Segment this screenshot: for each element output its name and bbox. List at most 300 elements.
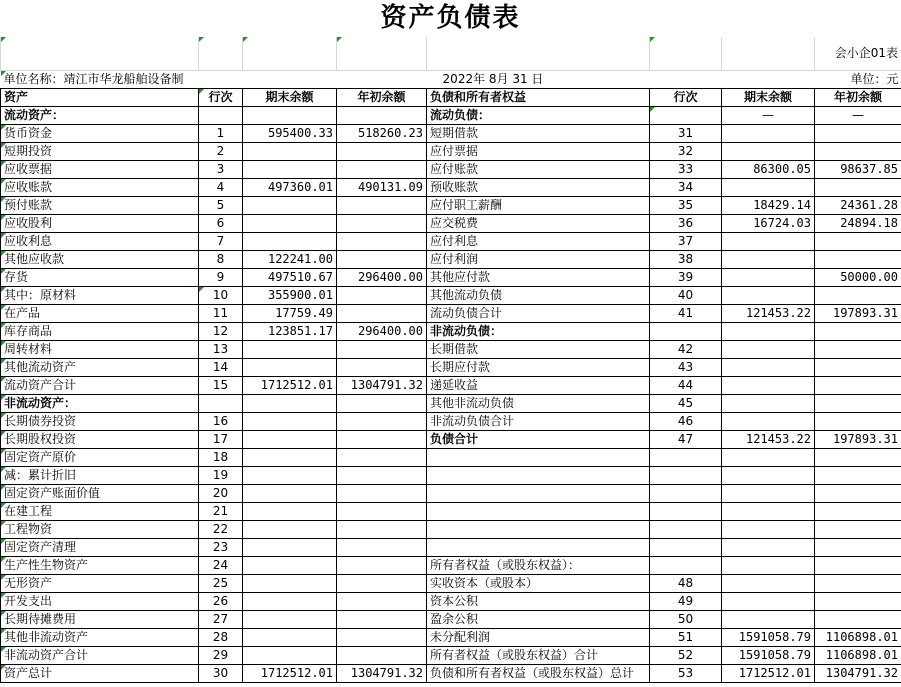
cell[interactable]: [199, 71, 243, 89]
asset-label[interactable]: 在建工程: [1, 503, 199, 521]
liability-line-no[interactable]: 42: [650, 341, 722, 359]
header-end-balance[interactable]: 期末余额: [243, 89, 337, 107]
table-row: [1, 251, 901, 269]
asset-end-balance[interactable]: [243, 485, 337, 503]
asset-label[interactable]: 预付账款: [1, 197, 199, 215]
liability-line-no[interactable]: [650, 521, 722, 539]
table-row: [1, 215, 901, 233]
asset-end-balance[interactable]: [243, 215, 337, 233]
table-row: [1, 665, 901, 683]
liability-begin-balance[interactable]: [815, 503, 901, 521]
asset-label[interactable]: 应收股利: [1, 215, 199, 233]
asset-label[interactable]: 其他流动资产: [1, 359, 199, 377]
liability-line-no[interactable]: 32: [650, 143, 722, 161]
form-code[interactable]: 会小企01表: [815, 37, 901, 71]
asset-begin-balance[interactable]: 296400.00: [337, 323, 427, 341]
liability-begin-balance[interactable]: [815, 377, 901, 395]
table-row: [1, 233, 901, 251]
liability-line-no[interactable]: 36: [650, 215, 722, 233]
liability-end-balance[interactable]: [722, 503, 815, 521]
liability-end-balance[interactable]: [722, 575, 815, 593]
liability-begin-balance[interactable]: 24894.18: [815, 215, 901, 233]
asset-begin-balance[interactable]: [337, 161, 427, 179]
asset-begin-balance[interactable]: [337, 557, 427, 575]
liability-end-balance[interactable]: [722, 323, 815, 341]
header-row: [1, 89, 901, 107]
asset-line-no[interactable]: 22: [199, 521, 243, 539]
asset-line-no[interactable]: 20: [199, 485, 243, 503]
asset-end-balance[interactable]: [243, 161, 337, 179]
liability-begin-balance[interactable]: [815, 575, 901, 593]
liability-begin-balance[interactable]: [815, 521, 901, 539]
asset-label[interactable]: 存货: [1, 269, 199, 287]
asset-line-no[interactable]: 12: [199, 323, 243, 341]
liability-label[interactable]: [427, 503, 650, 521]
asset-line-no[interactable]: 1: [199, 125, 243, 143]
liability-line-no[interactable]: 47: [650, 431, 722, 449]
liability-label[interactable]: 应付职工薪酬: [427, 197, 650, 215]
liability-label[interactable]: 实收资本（或股本）: [427, 575, 650, 593]
asset-line-no[interactable]: 7: [199, 233, 243, 251]
liability-end-balance[interactable]: [722, 287, 815, 305]
asset-label[interactable]: 货币资金: [1, 125, 199, 143]
liability-line-no[interactable]: 53: [650, 665, 722, 683]
header-begin-balance-2[interactable]: 年初余额: [815, 89, 901, 107]
header-line-no-2[interactable]: 行次: [650, 89, 722, 107]
liability-end-balance[interactable]: [722, 269, 815, 287]
cell[interactable]: [1, 37, 199, 71]
liability-label[interactable]: 递延收益: [427, 377, 650, 395]
liability-begin-balance[interactable]: [815, 143, 901, 161]
liability-line-no[interactable]: [650, 449, 722, 467]
asset-line-no[interactable]: 15: [199, 377, 243, 395]
asset-label[interactable]: 在产品: [1, 305, 199, 323]
liability-end-balance[interactable]: [722, 251, 815, 269]
asset-begin-balance[interactable]: [337, 107, 427, 125]
asset-begin-balance[interactable]: [337, 467, 427, 485]
asset-end-balance[interactable]: [243, 359, 337, 377]
liability-end-balance[interactable]: [722, 449, 815, 467]
table-row: [1, 521, 901, 539]
liability-begin-balance[interactable]: [815, 557, 901, 575]
liability-label[interactable]: 应付账款: [427, 161, 650, 179]
liability-line-no[interactable]: 45: [650, 395, 722, 413]
liability-end-balance[interactable]: [722, 539, 815, 557]
cell[interactable]: [199, 37, 243, 71]
liability-end-balance[interactable]: [722, 557, 815, 575]
asset-begin-balance[interactable]: [337, 593, 427, 611]
asset-begin-balance[interactable]: [337, 629, 427, 647]
liability-label[interactable]: 资本公积: [427, 593, 650, 611]
asset-end-balance[interactable]: 17759.49: [243, 305, 337, 323]
liability-end-balance[interactable]: [722, 395, 815, 413]
asset-label[interactable]: 应收账款: [1, 179, 199, 197]
asset-end-balance[interactable]: [243, 395, 337, 413]
table-row: [1, 611, 901, 629]
liability-begin-balance[interactable]: [815, 413, 901, 431]
liability-label[interactable]: 非流动负债：: [427, 323, 650, 341]
liability-line-no[interactable]: [650, 323, 722, 341]
asset-end-balance[interactable]: 1712512.01: [243, 665, 337, 683]
liability-end-balance[interactable]: 16724.03: [722, 215, 815, 233]
asset-line-no[interactable]: 2: [199, 143, 243, 161]
table-row: [1, 575, 901, 593]
asset-line-no[interactable]: 17: [199, 431, 243, 449]
liability-end-balance[interactable]: [722, 467, 815, 485]
liability-label[interactable]: 应交税费: [427, 215, 650, 233]
liability-begin-balance[interactable]: [815, 611, 901, 629]
liability-label[interactable]: 其他应付款: [427, 269, 650, 287]
asset-label[interactable]: 其他非流动资产: [1, 629, 199, 647]
asset-line-no[interactable]: 24: [199, 557, 243, 575]
header-begin-balance[interactable]: 年初余额: [337, 89, 427, 107]
liability-label[interactable]: 盈余公积: [427, 611, 650, 629]
liability-line-no[interactable]: 52: [650, 647, 722, 665]
cell[interactable]: [243, 37, 337, 71]
liability-begin-balance[interactable]: [815, 485, 901, 503]
liability-label[interactable]: [427, 521, 650, 539]
liability-line-no[interactable]: 43: [650, 359, 722, 377]
liability-end-balance[interactable]: [722, 179, 815, 197]
liability-begin-balance[interactable]: [815, 233, 901, 251]
table-row: [1, 161, 901, 179]
asset-line-no[interactable]: 19: [199, 467, 243, 485]
liability-end-balance[interactable]: [722, 341, 815, 359]
cell[interactable]: [650, 37, 722, 71]
asset-label[interactable]: 应收票据: [1, 161, 199, 179]
asset-line-no[interactable]: 23: [199, 539, 243, 557]
table-row: [1, 593, 901, 611]
header-asset[interactable]: 资产: [1, 89, 199, 107]
asset-end-balance[interactable]: [243, 647, 337, 665]
liability-begin-balance[interactable]: 24361.28: [815, 197, 901, 215]
asset-label[interactable]: 流动资产：: [1, 107, 199, 125]
liability-begin-balance[interactable]: —: [815, 107, 901, 125]
asset-begin-balance[interactable]: [337, 215, 427, 233]
asset-begin-balance[interactable]: [337, 521, 427, 539]
liability-end-balance[interactable]: —: [722, 107, 815, 125]
asset-end-balance[interactable]: 595400.33: [243, 125, 337, 143]
header-liability[interactable]: 负债和所有者权益: [427, 89, 650, 107]
asset-line-no[interactable]: 26: [199, 593, 243, 611]
asset-label[interactable]: 固定资产清理: [1, 539, 199, 557]
asset-begin-balance[interactable]: [337, 647, 427, 665]
asset-label[interactable]: 流动资产合计: [1, 377, 199, 395]
cell[interactable]: [337, 37, 427, 71]
asset-label[interactable]: 减：累计折旧: [1, 467, 199, 485]
asset-begin-balance[interactable]: [337, 575, 427, 593]
cell[interactable]: [722, 71, 815, 89]
liability-line-no[interactable]: 34: [650, 179, 722, 197]
liability-label[interactable]: 应付利息: [427, 233, 650, 251]
liability-end-balance[interactable]: [722, 413, 815, 431]
liability-end-balance[interactable]: [722, 359, 815, 377]
asset-end-balance[interactable]: [243, 539, 337, 557]
cell[interactable]: [427, 37, 650, 71]
asset-line-no[interactable]: 13: [199, 341, 243, 359]
liability-line-no[interactable]: 40: [650, 287, 722, 305]
liability-begin-balance[interactable]: [815, 287, 901, 305]
asset-begin-balance[interactable]: [337, 143, 427, 161]
liability-begin-balance[interactable]: [815, 449, 901, 467]
asset-line-no[interactable]: 21: [199, 503, 243, 521]
liability-begin-balance[interactable]: 1304791.32: [815, 665, 901, 683]
asset-label[interactable]: 非流动资产合计: [1, 647, 199, 665]
liability-begin-balance[interactable]: 1106898.01: [815, 647, 901, 665]
asset-label[interactable]: 工程物资: [1, 521, 199, 539]
asset-end-balance[interactable]: [243, 413, 337, 431]
liability-begin-balance[interactable]: [815, 359, 901, 377]
liability-end-balance[interactable]: [722, 611, 815, 629]
asset-begin-balance[interactable]: [337, 539, 427, 557]
liability-end-balance[interactable]: [722, 377, 815, 395]
liability-end-balance[interactable]: 121453.22: [722, 305, 815, 323]
liability-begin-balance[interactable]: [815, 395, 901, 413]
balance-sheet-table: [0, 37, 901, 683]
liability-label[interactable]: [427, 467, 650, 485]
liability-line-no[interactable]: [650, 557, 722, 575]
asset-end-balance[interactable]: 1712512.01: [243, 377, 337, 395]
asset-line-no[interactable]: 9: [199, 269, 243, 287]
asset-label[interactable]: 资产总计: [1, 665, 199, 683]
asset-line-no[interactable]: 29: [199, 647, 243, 665]
liability-begin-balance[interactable]: [815, 539, 901, 557]
asset-begin-balance[interactable]: [337, 287, 427, 305]
asset-line-no[interactable]: 14: [199, 359, 243, 377]
asset-line-no[interactable]: 4: [199, 179, 243, 197]
asset-end-balance[interactable]: 497510.67: [243, 269, 337, 287]
liability-line-no[interactable]: [650, 539, 722, 557]
asset-begin-balance[interactable]: [337, 341, 427, 359]
asset-line-no[interactable]: 3: [199, 161, 243, 179]
asset-label[interactable]: 长期待摊费用: [1, 611, 199, 629]
liability-line-no[interactable]: 51: [650, 629, 722, 647]
asset-end-balance[interactable]: [243, 575, 337, 593]
liability-label[interactable]: 预收账款: [427, 179, 650, 197]
liability-begin-balance[interactable]: [815, 341, 901, 359]
asset-line-no[interactable]: 11: [199, 305, 243, 323]
asset-label[interactable]: 长期债券投资: [1, 413, 199, 431]
liability-line-no[interactable]: 46: [650, 413, 722, 431]
currency-unit[interactable]: 单位：元: [815, 71, 901, 89]
asset-line-no[interactable]: 18: [199, 449, 243, 467]
liability-label[interactable]: 负债和所有者权益（或股东权益）总计: [427, 665, 650, 683]
asset-line-no[interactable]: 27: [199, 611, 243, 629]
liability-label[interactable]: [427, 485, 650, 503]
liability-line-no[interactable]: 41: [650, 305, 722, 323]
unit-name[interactable]: 单位名称：靖江市华龙船舶设备制: [1, 71, 199, 89]
liability-label[interactable]: 长期应付款: [427, 359, 650, 377]
asset-end-balance[interactable]: [243, 233, 337, 251]
asset-end-balance[interactable]: [243, 107, 337, 125]
liability-end-balance[interactable]: 1591058.79: [722, 629, 815, 647]
liability-line-no[interactable]: 50: [650, 611, 722, 629]
asset-label[interactable]: 生产性生物资产: [1, 557, 199, 575]
table-row: [1, 647, 901, 665]
liability-line-no[interactable]: [650, 485, 722, 503]
asset-end-balance[interactable]: [243, 197, 337, 215]
asset-end-balance[interactable]: [243, 143, 337, 161]
liability-line-no[interactable]: 33: [650, 161, 722, 179]
asset-begin-balance[interactable]: [337, 233, 427, 251]
asset-label[interactable]: 周转材料: [1, 341, 199, 359]
asset-end-balance[interactable]: [243, 467, 337, 485]
asset-line-no[interactable]: 6: [199, 215, 243, 233]
asset-line-no[interactable]: [199, 107, 243, 125]
asset-end-balance[interactable]: 497360.01: [243, 179, 337, 197]
liability-label[interactable]: 应付利润: [427, 251, 650, 269]
asset-begin-balance[interactable]: 518260.23: [337, 125, 427, 143]
table-row: [1, 485, 901, 503]
asset-begin-balance[interactable]: [337, 395, 427, 413]
asset-begin-balance[interactable]: [337, 503, 427, 521]
asset-label[interactable]: 无形资产: [1, 575, 199, 593]
asset-begin-balance[interactable]: 490131.09: [337, 179, 427, 197]
liability-begin-balance[interactable]: [815, 593, 901, 611]
liability-line-no[interactable]: 49: [650, 593, 722, 611]
liability-begin-balance[interactable]: [815, 251, 901, 269]
table-row: [1, 431, 901, 449]
header-end-balance-2[interactable]: 期末余额: [722, 89, 815, 107]
asset-label[interactable]: 固定资产账面价值: [1, 485, 199, 503]
liability-label[interactable]: 其他非流动负债: [427, 395, 650, 413]
liability-end-balance[interactable]: 1591058.79: [722, 647, 815, 665]
asset-label[interactable]: 库存商品: [1, 323, 199, 341]
liability-end-balance[interactable]: [722, 485, 815, 503]
liability-line-no[interactable]: 44: [650, 377, 722, 395]
asset-end-balance[interactable]: [243, 557, 337, 575]
liability-line-no[interactable]: 48: [650, 575, 722, 593]
liability-end-balance[interactable]: [722, 521, 815, 539]
liability-begin-balance[interactable]: 1106898.01: [815, 629, 901, 647]
liability-line-no[interactable]: [650, 503, 722, 521]
liability-label[interactable]: 流动负债合计: [427, 305, 650, 323]
asset-end-balance[interactable]: [243, 611, 337, 629]
table-row: [1, 107, 901, 125]
asset-line-no[interactable]: 8: [199, 251, 243, 269]
asset-line-no[interactable]: 28: [199, 629, 243, 647]
report-title: 资产负债表: [380, 3, 521, 33]
liability-label[interactable]: 应付票据: [427, 143, 650, 161]
asset-begin-balance[interactable]: [337, 251, 427, 269]
liability-end-balance[interactable]: [722, 143, 815, 161]
liability-begin-balance[interactable]: [815, 125, 901, 143]
asset-label[interactable]: 其他应收款: [1, 251, 199, 269]
table-row: [1, 323, 901, 341]
asset-label[interactable]: 长期股权投资: [1, 431, 199, 449]
asset-begin-balance[interactable]: [337, 431, 427, 449]
liability-label[interactable]: 其他流动负债: [427, 287, 650, 305]
asset-label[interactable]: 非流动资产：: [1, 395, 199, 413]
asset-label[interactable]: 其中：原材料: [1, 287, 199, 305]
asset-end-balance[interactable]: [243, 341, 337, 359]
liability-end-balance[interactable]: [722, 593, 815, 611]
asset-begin-balance[interactable]: [337, 449, 427, 467]
asset-line-no[interactable]: 5: [199, 197, 243, 215]
liability-label[interactable]: 流动负债：: [427, 107, 650, 125]
asset-label[interactable]: 短期投资: [1, 143, 199, 161]
asset-begin-balance[interactable]: 296400.00: [337, 269, 427, 287]
liability-end-balance[interactable]: 121453.22: [722, 431, 815, 449]
table-row: [1, 143, 901, 161]
asset-end-balance[interactable]: [243, 629, 337, 647]
asset-begin-balance[interactable]: [337, 359, 427, 377]
liability-label[interactable]: 长期借款: [427, 341, 650, 359]
report-date[interactable]: 2022年 8月 31 日: [337, 71, 650, 89]
liability-line-no[interactable]: [650, 107, 722, 125]
asset-end-balance[interactable]: [243, 503, 337, 521]
liability-end-balance[interactable]: [722, 125, 815, 143]
liability-line-no[interactable]: [650, 467, 722, 485]
asset-line-no[interactable]: [199, 395, 243, 413]
liability-label[interactable]: [427, 449, 650, 467]
asset-end-balance[interactable]: [243, 449, 337, 467]
liability-line-no[interactable]: 38: [650, 251, 722, 269]
liability-line-no[interactable]: 35: [650, 197, 722, 215]
liability-begin-balance[interactable]: 197893.31: [815, 305, 901, 323]
liability-label[interactable]: 所有者权益（或股东权益）合计: [427, 647, 650, 665]
asset-end-balance[interactable]: 122241.00: [243, 251, 337, 269]
asset-line-no[interactable]: 25: [199, 575, 243, 593]
cell[interactable]: [243, 71, 337, 89]
asset-begin-balance[interactable]: [337, 485, 427, 503]
asset-begin-balance[interactable]: [337, 413, 427, 431]
asset-begin-balance[interactable]: [337, 305, 427, 323]
asset-line-no[interactable]: 30: [199, 665, 243, 683]
table-row: [1, 395, 901, 413]
asset-begin-balance[interactable]: [337, 197, 427, 215]
liability-label[interactable]: 非流动负债合计: [427, 413, 650, 431]
table-row: [1, 197, 901, 215]
liability-label[interactable]: 短期借款: [427, 125, 650, 143]
cell[interactable]: [722, 37, 815, 71]
asset-label[interactable]: 开发支出: [1, 593, 199, 611]
liability-label[interactable]: 所有者权益（或股东权益）：: [427, 557, 650, 575]
liability-begin-balance[interactable]: [815, 179, 901, 197]
asset-end-balance[interactable]: [243, 593, 337, 611]
asset-line-no[interactable]: 10: [199, 287, 243, 305]
liability-label[interactable]: 负债合计: [427, 431, 650, 449]
asset-line-no[interactable]: 16: [199, 413, 243, 431]
liability-line-no[interactable]: 31: [650, 125, 722, 143]
asset-label[interactable]: 固定资产原价: [1, 449, 199, 467]
liability-label[interactable]: 未分配利润: [427, 629, 650, 647]
liability-end-balance[interactable]: [722, 233, 815, 251]
asset-end-balance[interactable]: 123851.17: [243, 323, 337, 341]
liability-begin-balance[interactable]: [815, 323, 901, 341]
liability-label[interactable]: [427, 539, 650, 557]
asset-end-balance[interactable]: 355900.01: [243, 287, 337, 305]
asset-label[interactable]: 应收利息: [1, 233, 199, 251]
liability-end-balance[interactable]: 18429.14: [722, 197, 815, 215]
liability-begin-balance[interactable]: 50000.00: [815, 269, 901, 287]
asset-end-balance[interactable]: [243, 521, 337, 539]
asset-end-balance[interactable]: [243, 431, 337, 449]
liability-begin-balance[interactable]: 98637.85: [815, 161, 901, 179]
liability-end-balance[interactable]: 1712512.01: [722, 665, 815, 683]
liability-begin-balance[interactable]: [815, 467, 901, 485]
liability-end-balance[interactable]: 86300.05: [722, 161, 815, 179]
liability-line-no[interactable]: 39: [650, 269, 722, 287]
liability-line-no[interactable]: 37: [650, 233, 722, 251]
header-line-no[interactable]: 行次: [199, 89, 243, 107]
table-row: [1, 179, 901, 197]
asset-begin-balance[interactable]: 1304791.32: [337, 665, 427, 683]
asset-begin-balance[interactable]: 1304791.32: [337, 377, 427, 395]
asset-begin-balance[interactable]: [337, 611, 427, 629]
liability-begin-balance[interactable]: 197893.31: [815, 431, 901, 449]
cell[interactable]: [650, 71, 722, 89]
